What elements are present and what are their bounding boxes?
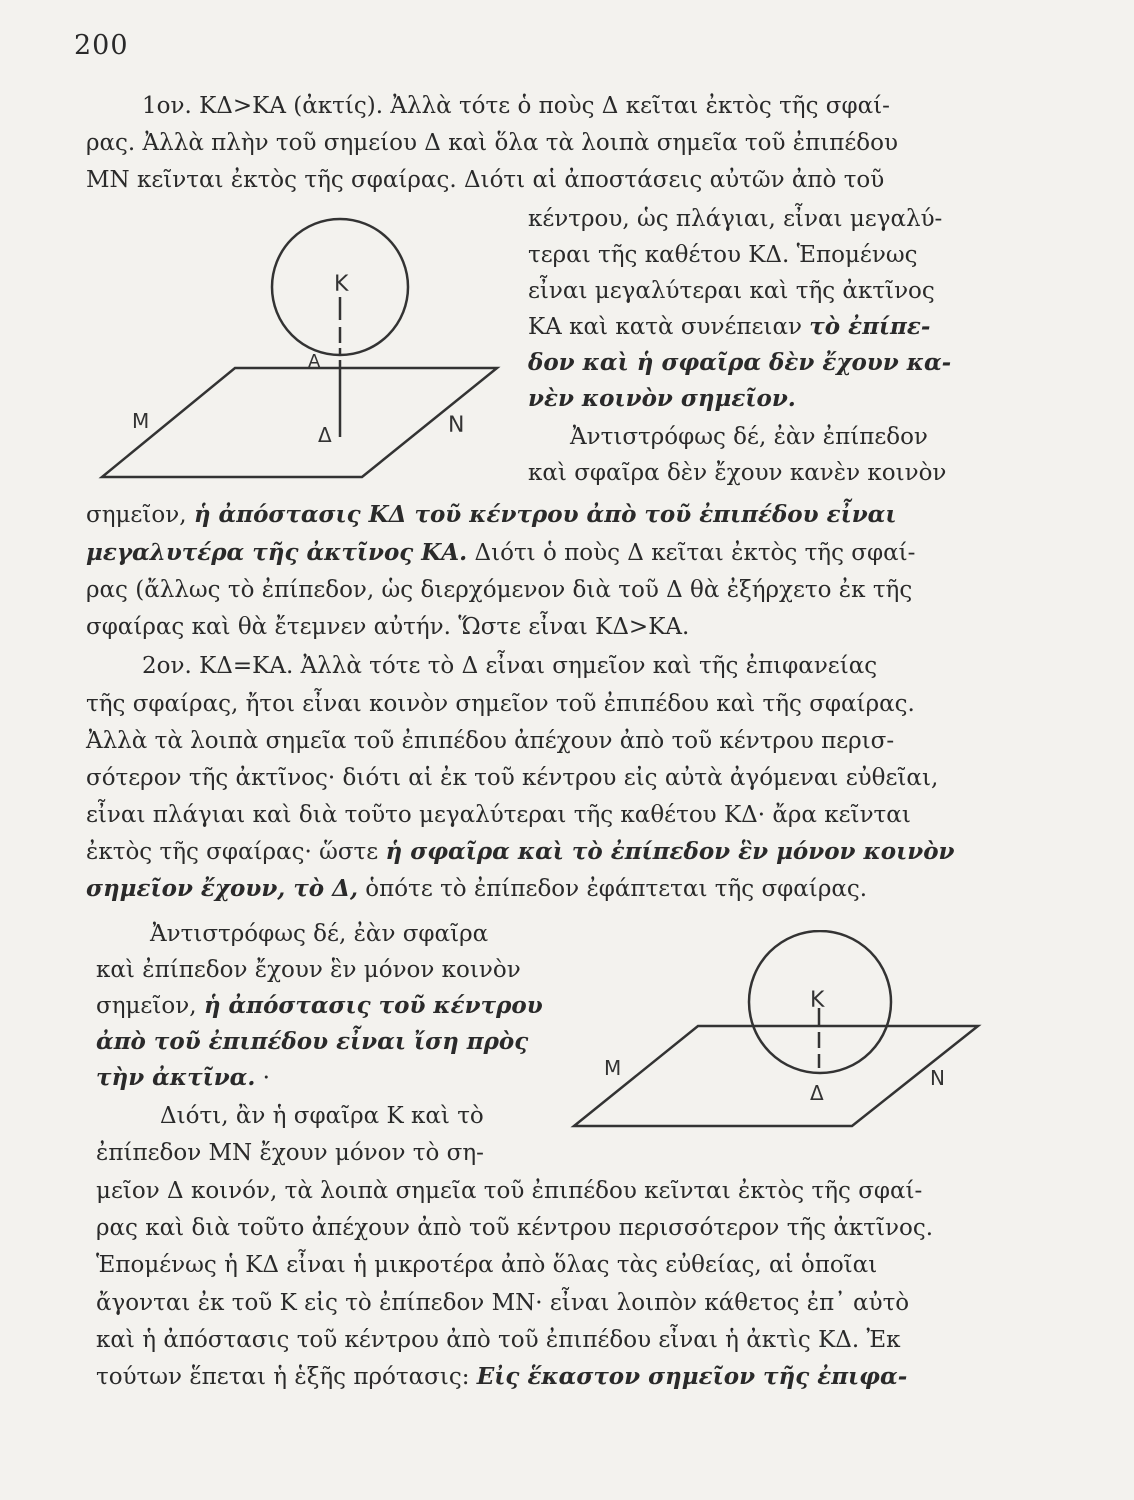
label-k: Κ [810,988,825,1013]
text-line: τούτων ἕπεται ἡ ἑξῆς πρότασις: Εἰς ἕκαστον σημεῖον τῆς ἐπιφα- [96,1363,908,1390]
text-line: τὴν ἀκτῖνα. · [96,1064,270,1091]
label-m: Μ [604,1056,622,1080]
plane-parallelogram [102,368,497,477]
text-line: καὶ ἐπίπεδον ἔχουν ἓν μόνον κοινὸν [96,957,521,983]
text-line: ἐπίπεδον ΜΝ ἔχουν μόνον τὸ ση- [96,1140,484,1166]
text-line: δον καὶ ἡ σφαῖρα δὲν ἔχουν κα- [528,349,952,376]
text-line: καὶ ἡ ἀπόστασις τοῦ κέντρου ἀπὸ τοῦ ἐπιπέδου εἶναι ἡ ἀκτὶς ΚΔ. Ἐκ [96,1327,901,1353]
label-d: Δ [810,1081,824,1105]
text-line: ρας. Ἀλλὰ πλὴν τοῦ σημείου Δ καὶ ὅλα τὰ λοιπὰ σημεῖα τοῦ ἐπιπέδου [86,130,898,156]
text-line: Ἀντιστρόφως δέ, ἐὰν ἐπίπεδον [570,424,928,450]
text-line: μεῖον Δ κοινόν, τὰ λοιπὰ σημεῖα τοῦ ἐπιπέδου κεῖνται ἐκτὸς τῆς σφαί- [96,1178,923,1204]
text-line: ΜΝ κεῖνται ἐκτὸς τῆς σφαίρας. Διότι αἱ ἀποστάσεις αὐτῶν ἀπὸ τοῦ [86,167,885,193]
text-line: ρας καὶ διὰ τοῦτο ἀπέχουν ἀπὸ τοῦ κέντρου περισσότερον τῆς ἀκτῖνος. [96,1215,934,1241]
label-n: Ν [448,413,465,438]
text-line: ἄγονται ἐκ τοῦ Κ εἰς τὸ ἐπίπεδον ΜΝ· εἶναι λοιπὸν κάθετος ἐπ᾽ αὐτὸ [96,1290,910,1316]
text-line: μεγαλυτέρα τῆς ἀκτῖνος ΚΑ. Διότι ὁ ποὺς Δ κεῖται ἐκτὸς τῆς σφαί- [86,539,916,566]
text-line: καὶ σφαῖρα δὲν ἔχουν κανὲν κοινὸν [528,460,947,486]
text-line: Ἀντιστρόφως δέ, ἐὰν σφαῖρα [150,921,489,947]
text-line: Διότι, ἂν ἡ σφαῖρα Κ καὶ τὸ [160,1103,484,1129]
text-line: 1ον. ΚΔ>ΚΑ (ἀκτίς). Ἀλλὰ τότε ὁ ποὺς Δ κεῖται ἐκτὸς τῆς σφαί- [142,93,890,119]
text-line: τῆς σφαίρας, ἤτοι εἶναι κοινὸν σημεῖον τοῦ ἐπιπέδου καὶ τῆς σφαίρας. [86,691,915,717]
text-line: τεραι τῆς καθέτου ΚΔ. Ἑπομένως [528,242,918,268]
text-line: σότερον τῆς ἀκτῖνος· διότι αἱ ἐκ τοῦ κέντρου εἰς αὐτὰ ἀγόμεναι εὐθεῖαι, [86,765,939,791]
text-line: ἐκτὸς τῆς σφαίρας· ὥστε ἡ σφαῖρα καὶ τὸ ἐπίπεδον ἓν μόνον κοινὸν [86,838,955,865]
text-line: εἶναι πλάγιαι καὶ διὰ τοῦτο μεγαλύτεραι τῆς καθέτου ΚΔ· ἄρα κεῖνται [86,802,911,828]
text-line: σημεῖον ἔχουν, τὸ Δ, ὁπότε τὸ ἐπίπεδον ἐφάπτεται τῆς σφαίρας. [86,875,868,902]
text-line: 2ον. ΚΔ=ΚΑ. Ἀλλὰ τότε τὸ Δ εἶναι σημεῖον καὶ τῆς ἐπιφανείας [142,653,878,679]
plane-parallelogram [574,1026,978,1126]
page-number: 200 [74,30,129,61]
text-line: νὲν κοινὸν σημεῖον. [528,385,796,412]
text-line: κέντρου, ὡς πλάγιαι, εἶναι μεγαλύ- [528,206,943,232]
label-k: Κ [334,272,349,297]
text-line: σημεῖον, ἡ ἀπόστασις ΚΔ τοῦ κέντρου ἀπὸ τοῦ ἐπιπέδου εἶναι [86,501,897,528]
text-line: ρας (ἄλλως τὸ ἐπίπεδον, ὡς διερχόμενον διὰ τοῦ Δ θὰ ἐξήρχετο ἐκ τῆς [86,577,913,603]
text-line: Ἀλλὰ τὰ λοιπὰ σημεῖα τοῦ ἐπιπέδου ἀπέχουν ἀπὸ τοῦ κέντρου περισ- [86,728,895,754]
text-line: ΚΑ καὶ κατὰ συνέπειαν τὸ ἐπίπε- [528,313,931,340]
figure-sphere-separate [90,215,520,495]
figure-sphere-tangent [570,930,1010,1140]
text-line: σφαίρας καὶ θὰ ἔτεμνεν αὐτήν. Ὥστε εἶναι ΚΔ>ΚΑ. [86,614,690,640]
text-line: ἀπὸ τοῦ ἐπιπέδου εἶναι ἴση πρὸς [96,1028,529,1055]
text-line: Ἑπομένως ἡ ΚΔ εἶναι ἡ μικροτέρα ἀπὸ ὅλας τὰς εὐθείας, αἱ ὁποῖαι [96,1252,878,1278]
label-n: Ν [930,1066,945,1090]
text-line: σημεῖον, ἡ ἀπόστασις τοῦ κέντρου [96,992,543,1019]
label-m: Μ [132,409,150,433]
text-line: εἶναι μεγαλύτεραι καὶ τῆς ἀκτῖνος [528,278,935,304]
label-d: Δ [318,423,332,447]
label-a: Α [308,351,321,372]
